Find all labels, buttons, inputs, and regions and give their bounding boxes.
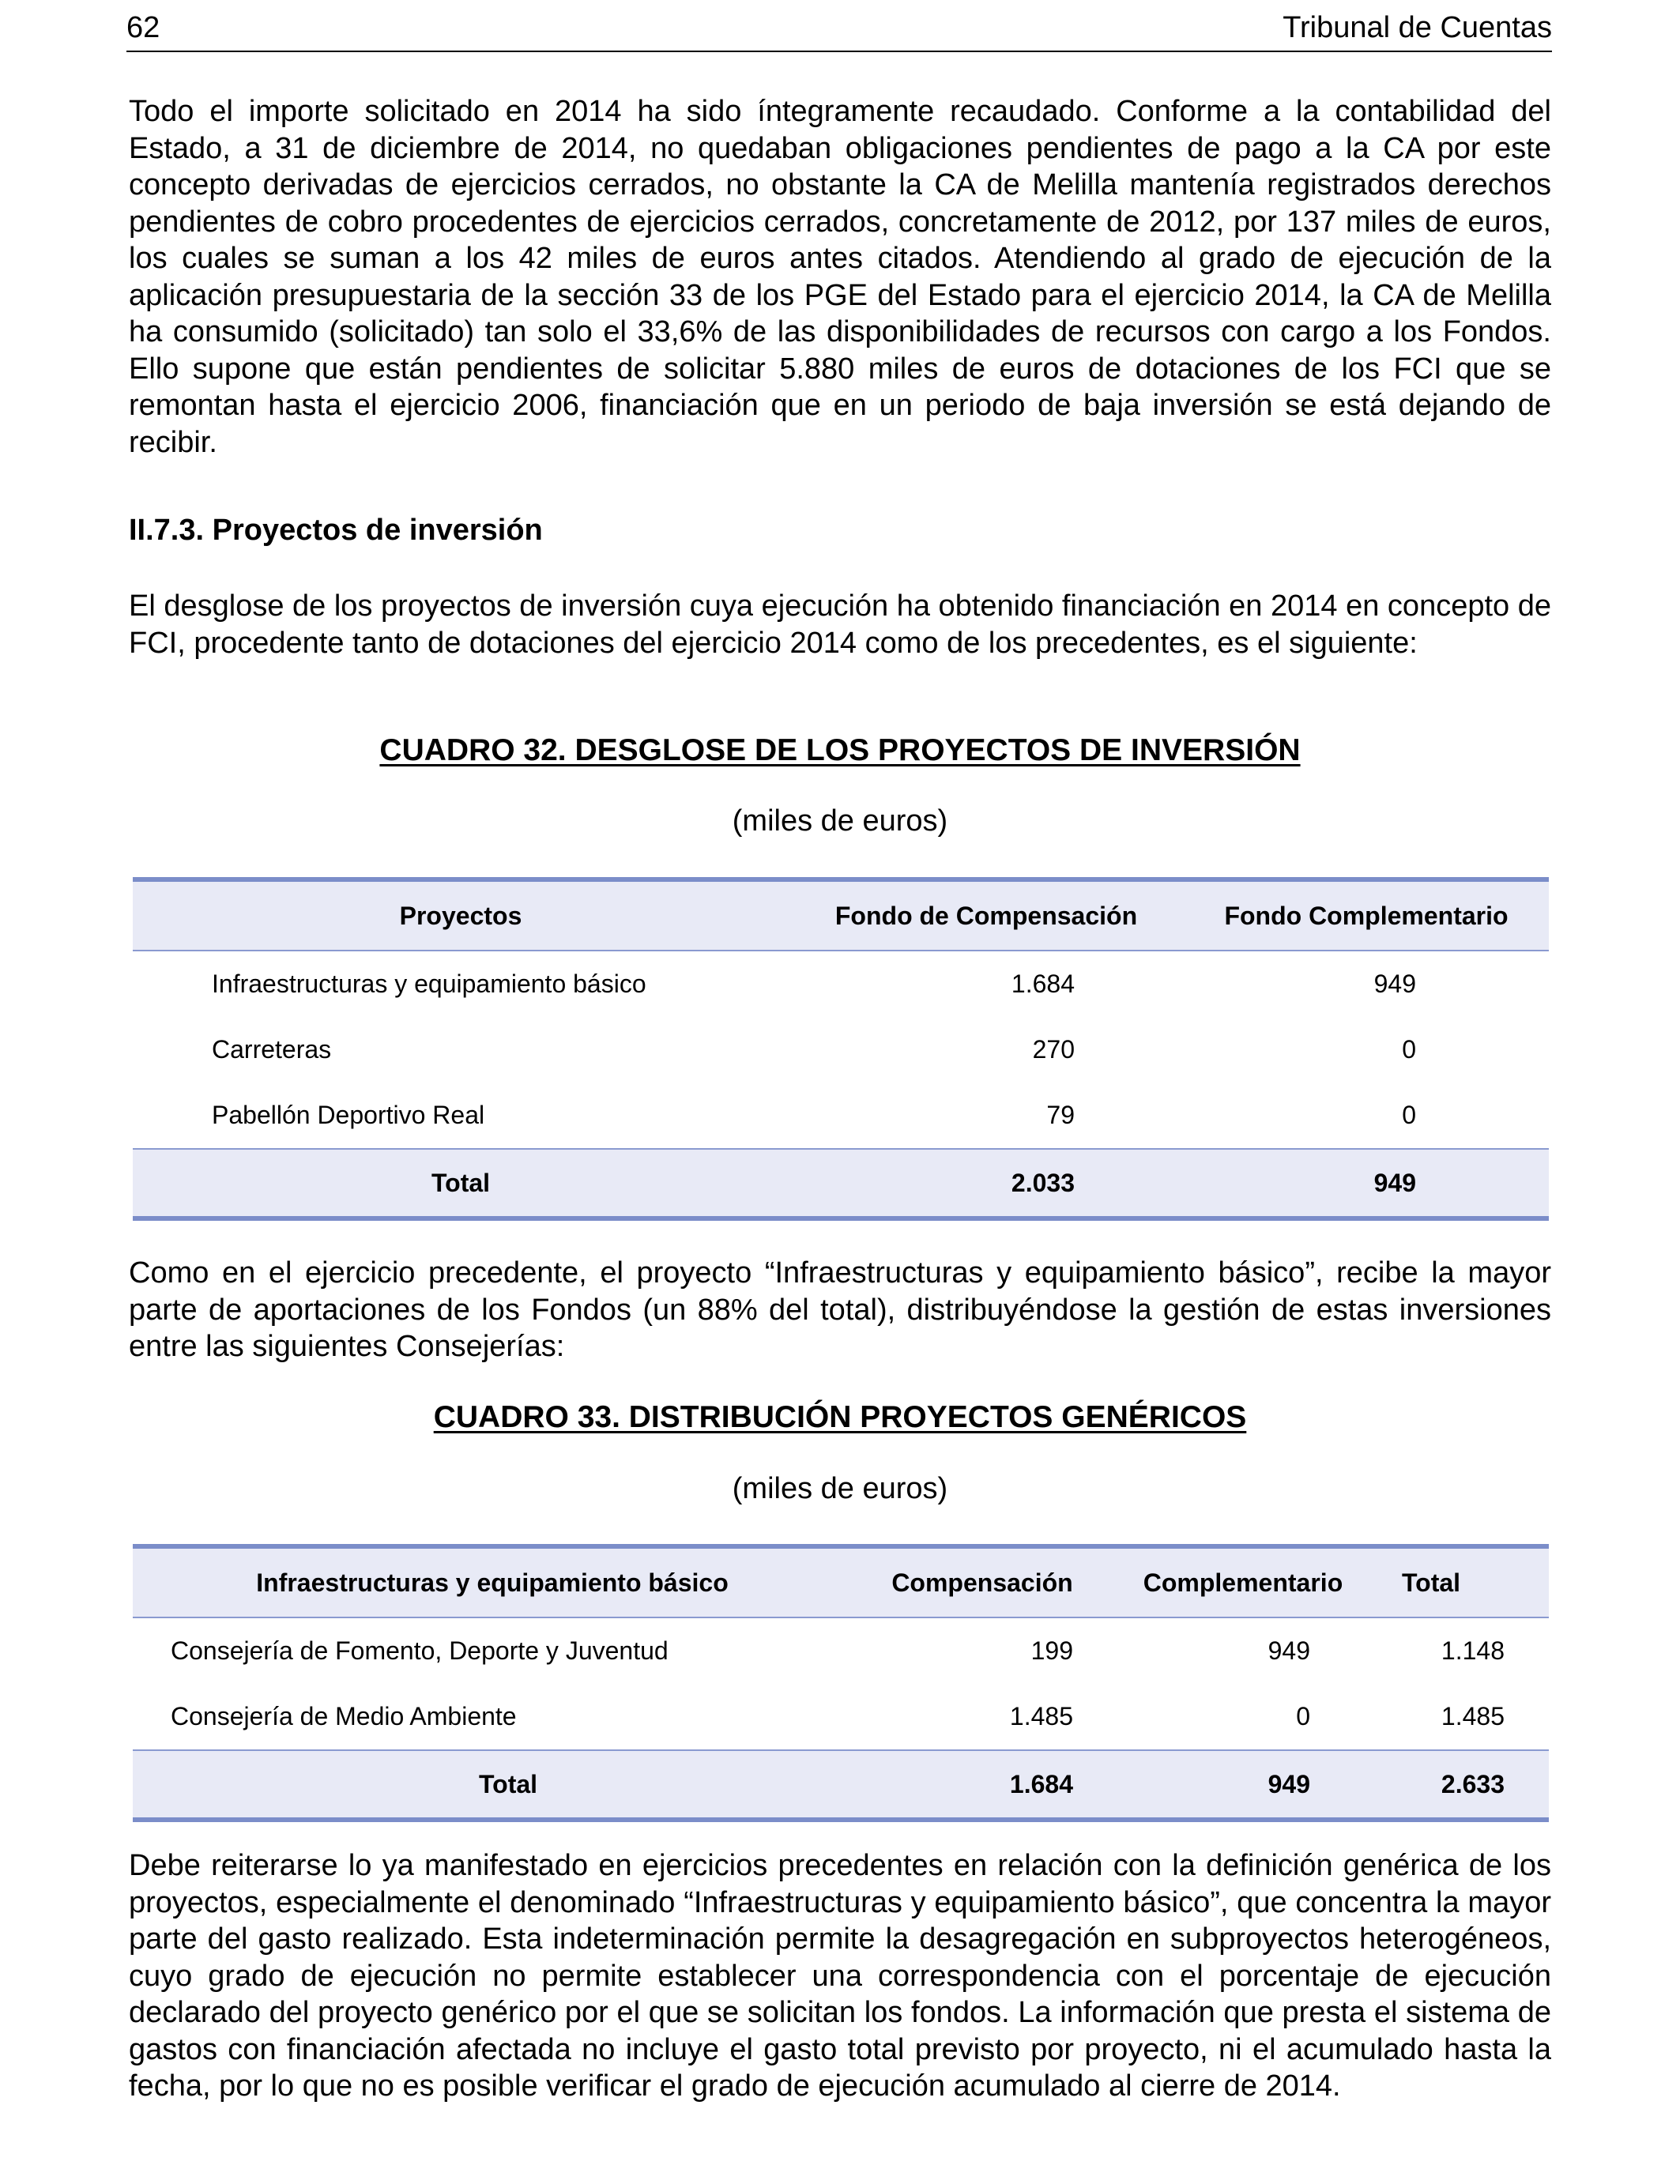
table-row bbox=[133, 1684, 1549, 1750]
page-number: 62 bbox=[126, 11, 160, 44]
table32-header-proyectos: Proyectos bbox=[133, 879, 789, 951]
table32-header-complementario: Fondo Complementario bbox=[1184, 879, 1549, 951]
table-cell-total-label: Total bbox=[133, 1149, 789, 1218]
table-cell-compensacion: 79 bbox=[1046, 1101, 1075, 1129]
table-cell-total-total: 2.633 bbox=[1373, 1750, 1549, 1820]
table-row bbox=[133, 951, 1549, 1017]
paragraph-4: Debe reiterarse lo ya manifestado en ejercicios precedentes en relación con la definición genérica de los proyectos, especialmente el denominado “Infraestructuras y equipamiento básico”, que concentra la mayor parte del gasto realizado. Esta indeterminación permite la desagregación en subproyectos heterogéneos, cuyo grado de ejecución no permite establecer una correspondencia con el porcentaje de ejecución declarado del proyecto genérico por el que se solicitan los fondos. La información que presta el sistema de gastos con financiación afectada no incluye el gasto total previsto por proyecto, ni el acumulado hasta la fecha, por lo que no es posible verificar el grado de ejecución acumulado al cierre de 2014. bbox=[129, 1849, 1551, 2103]
table-cell-complementario: 0 bbox=[1402, 1101, 1416, 1129]
table-cell-compensacion: 1.684 bbox=[1011, 970, 1075, 998]
paragraph-3: Como en el ejercicio precedente, el proyecto “Infraestructuras y equipamiento básico”, recibe la mayor parte de aportaciones de los Fondos (un 88% del total), distribuyéndose la gestión de estas inversiones entre las siguientes Consejerías: bbox=[129, 1256, 1551, 1363]
table-cell-total-complementario: 949 bbox=[1113, 1750, 1373, 1820]
table-cell-compensacion: 199 bbox=[1030, 1636, 1073, 1665]
table-row bbox=[133, 1617, 1549, 1684]
table33 bbox=[133, 1544, 1549, 1822]
table33-title: CUADRO 33. DISTRIBUCIÓN PROYECTOS GENÉRICOS bbox=[433, 1400, 1247, 1434]
table-cell-total-complementario: 949 bbox=[1184, 1149, 1549, 1218]
page-header bbox=[126, 9, 1552, 52]
table33-header-row bbox=[133, 1546, 1549, 1617]
table32 bbox=[133, 877, 1549, 1221]
table-cell-total-label: Total bbox=[133, 1750, 852, 1820]
table32-header-compensacion: Fondo de Compensación bbox=[789, 879, 1184, 951]
table-cell-consejeria: Consejería de Medio Ambiente bbox=[171, 1702, 517, 1730]
table32-header-row bbox=[133, 879, 1549, 951]
table32-total-row bbox=[133, 1149, 1549, 1218]
table-cell-complementario: 0 bbox=[1296, 1702, 1310, 1730]
table-cell-total: 1.485 bbox=[1441, 1702, 1505, 1730]
table-row bbox=[133, 1083, 1549, 1149]
table32-title: CUADRO 32. DESGLOSE DE LOS PROYECTOS DE INVERSIÓN bbox=[379, 733, 1301, 767]
table-cell-consejeria: Consejería de Fomento, Deporte y Juventud bbox=[171, 1636, 669, 1665]
table-cell-complementario: 949 bbox=[1268, 1636, 1310, 1665]
table-cell-complementario: 0 bbox=[1402, 1035, 1416, 1064]
table-row bbox=[133, 1017, 1549, 1083]
table33-total-row bbox=[133, 1750, 1549, 1820]
table33-header-compensacion: Compensación bbox=[852, 1546, 1113, 1617]
section-heading: II.7.3. Proyectos de inversión bbox=[129, 514, 543, 547]
table33-header-total: Total bbox=[1373, 1546, 1549, 1617]
paragraph-1: Todo el importe solicitado en 2014 ha sido íntegramente recaudado. Conforme a la contabilidad del Estado, a 31 de diciembre de 2014, no quedaban obligaciones pendientes de pago a la CA por este concepto derivadas de ejercicios cerrados, no obstante la CA de Melilla mantenía registrados derechos pendientes de cobro procedentes de ejercicios cerrados, concretamente de 2012, por 137 miles de euros, los cuales se suman a los 42 miles de euros antes citados. Atendiendo al grado de ejecución de la aplicación presupuestaria de la sección 33 de los PGE del Estado para el ejercicio 2014, la CA de Melilla ha consumido (solicitado) tan solo el 33,6% de las disponibilidades de recursos con cargo a los Fondos. Ello supone que están pendientes de solicitar 5.880 miles de euros de dotaciones de los FCI que se remontan hasta el ejercicio 2006, financiación que en un periodo de baja inversión se está dejando de recibir. bbox=[129, 95, 1551, 459]
table-cell-project: Carreteras bbox=[212, 1035, 332, 1064]
table-cell-compensacion: 270 bbox=[1032, 1035, 1075, 1064]
header-title: Tribunal de Cuentas bbox=[1283, 11, 1552, 44]
paragraph-2: El desglose de los proyectos de inversión cuya ejecución ha obtenido financiación en 2014 en concepto de FCI, procedente tanto de dotaciones del ejercicio 2014 como de los precedentes, es el siguiente: bbox=[129, 589, 1551, 660]
table-cell-total-compensacion: 1.684 bbox=[852, 1750, 1113, 1820]
table-cell-total: 1.148 bbox=[1441, 1636, 1505, 1665]
table33-unit: (miles de euros) bbox=[732, 1472, 948, 1505]
table33-header-complementario: Complementario bbox=[1113, 1546, 1373, 1617]
table32-unit: (miles de euros) bbox=[732, 804, 948, 838]
table-cell-project: Pabellón Deportivo Real bbox=[212, 1101, 485, 1129]
table-cell-complementario: 949 bbox=[1373, 970, 1416, 998]
table33-header-project: Infraestructuras y equipamiento básico bbox=[133, 1546, 852, 1617]
table-cell-project: Infraestructuras y equipamiento básico bbox=[212, 970, 646, 998]
table-cell-compensacion: 1.485 bbox=[1009, 1702, 1073, 1730]
table-cell-total-compensacion: 2.033 bbox=[789, 1149, 1184, 1218]
